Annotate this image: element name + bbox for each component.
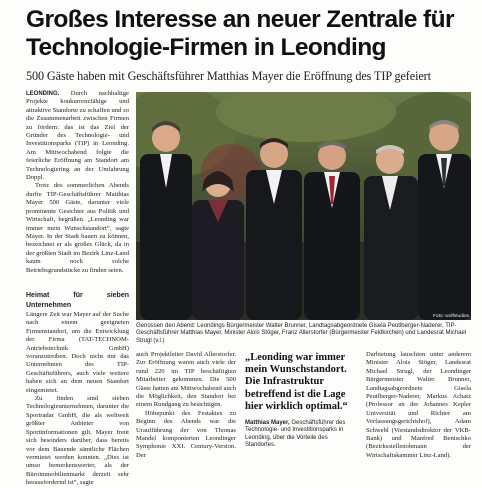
column-1-top bbox=[26, 90, 129, 275]
article-headline: Großes Interesse an neuer Zentrale für Technologie-Firmen in Leonding bbox=[26, 6, 454, 61]
section-heading: Heimat für sieben Unternehmen bbox=[26, 292, 129, 309]
paragraph-2: Trotz des sommerlichen Abends durfte TIP-Geschäftsführer Matthias Mayer 500 Gäste, darunter viele prominente Gesichter aus Politik und Wirtschaft, begrüßen. „Leonding war immer mein Wunschstandort“, sagte Mayer. In der Stadt bauen zu können, bezeichnet er als großes Glück, da in der größten Stadt im Bezirk Linz-Land kaum noch solche Betriebsgrundstücke zu finden seien. bbox=[26, 182, 129, 274]
column-2 bbox=[136, 351, 236, 460]
pull-quote-source bbox=[245, 420, 357, 450]
column-2-text: auch Projektleiter David Allerstorfer. Zur Eröffnung waren auch viele der rund 220 im TIP beschäftigten Mitarbeiter gekommen. Die 500 Gäste hatten am Mittwochabend auch die Möglichkeit, den Standort bei einem Rundgang zu besichtigen. bbox=[136, 351, 236, 409]
column-1-bottom bbox=[26, 291, 129, 488]
paragraph-4: Zu finden sind sieben Technologieunternehmen, darunter die Sportradar GmbH, die als weltweit größter Anbieter von Sportinformationen gilt. Mayer freut sich besonders darüber, dass bereits vor dem Bauende sämtliche Flächen vermietet werden konnten. „Dies ist umso bemerkenswerter, als der Büroimmobilienmarkt derzeit sehr herausfordernd ist“, sagte bbox=[26, 395, 129, 487]
pull-quote: „Leonding war immer mein Wunschstandort. Die Infrastruktur betreffend ist die Lage hier wirklich optimal.“ bbox=[245, 352, 348, 412]
column-2-text-2: Höhepunkt des Festaktes zu Beginn des Abends war die Uraufführung der von Thomas Mandel komponierten Leondinger Symphonie XXI. Century-Version. Der bbox=[136, 409, 236, 459]
person-alois-stoeger bbox=[304, 141, 360, 320]
article-subhead: 500 Gäste haben mit Geschäftsführer Matthias Mayer die Eröffnung des TIP gefeiert bbox=[26, 69, 431, 83]
quote-speaker-role: Geschäftsführer des Technologie- und Investitionsparks in Leonding, über die Vorteile des Standortes. bbox=[245, 420, 346, 449]
photo-caption: Genossen den Abend: Leondings Bürgermeister Walter Brunner, Landtagsabgeordnete Gisela Peutlberger-Naderer, TIP-Geschäftsführer Matthias Mayer, Minister Alois Stöger, Franz Allerstorfer (Bürgermeister Feldkirchen) und Landesrat Michael Strugl (v.l.) bbox=[136, 323, 467, 344]
column-4 bbox=[366, 351, 471, 460]
group-photo-illustration bbox=[136, 92, 471, 320]
dateline: LEONDING. bbox=[26, 91, 60, 97]
photo-credit: Foto: wolfstudios bbox=[433, 314, 469, 319]
quote-speaker: Matthias Mayer, bbox=[245, 420, 290, 426]
paragraph-1: Durch nachhaltige Projekte konkurrenzfähige und attraktive Standorte zu schaffen und so die Zusammenarbeit zwischen Firmen zu fördern: das ist das Ziel der Gründer des Technologie- und Investitionsparks (TIP) in Leonding. Am Mittwochabend folgte die feierliche Eröffnung am Standort am Technologiering an der Umfahrung Doppl. bbox=[26, 90, 129, 182]
group-photo bbox=[136, 92, 471, 320]
column-4-text: Darbietung lauschten unter anderem Minister Alois Stöger, Landesrat Michael Strugl, der Leondinger Bürgermeister Walter Brunner, Landtagsabgeordnete Gisela Peutlberger-Naderer, Markus Achatz (Professor an der Johannes Kepler Universität und Richter am Verfassungsgerichtshof), Adam Schwebl (Vorstandsdirektor der VKB-Bank) und Manfred Benischko (Bezirksstellenobmann der Wirtschaftskammer Linz-Land). bbox=[366, 351, 471, 459]
paragraph-3: Längere Zeit war Mayer auf der Suche nach einem geeigneten Firmenstandort, um die Entwicklung der Firma (TAT-TECHNOM-Antriebstechnik GmbH) voranzutreiben. Doch nicht nur das Unternehmen des TIP-Geschäftsführers, auch viele weitere haben sich an dem neuen Standort eingemietet. bbox=[26, 311, 129, 394]
